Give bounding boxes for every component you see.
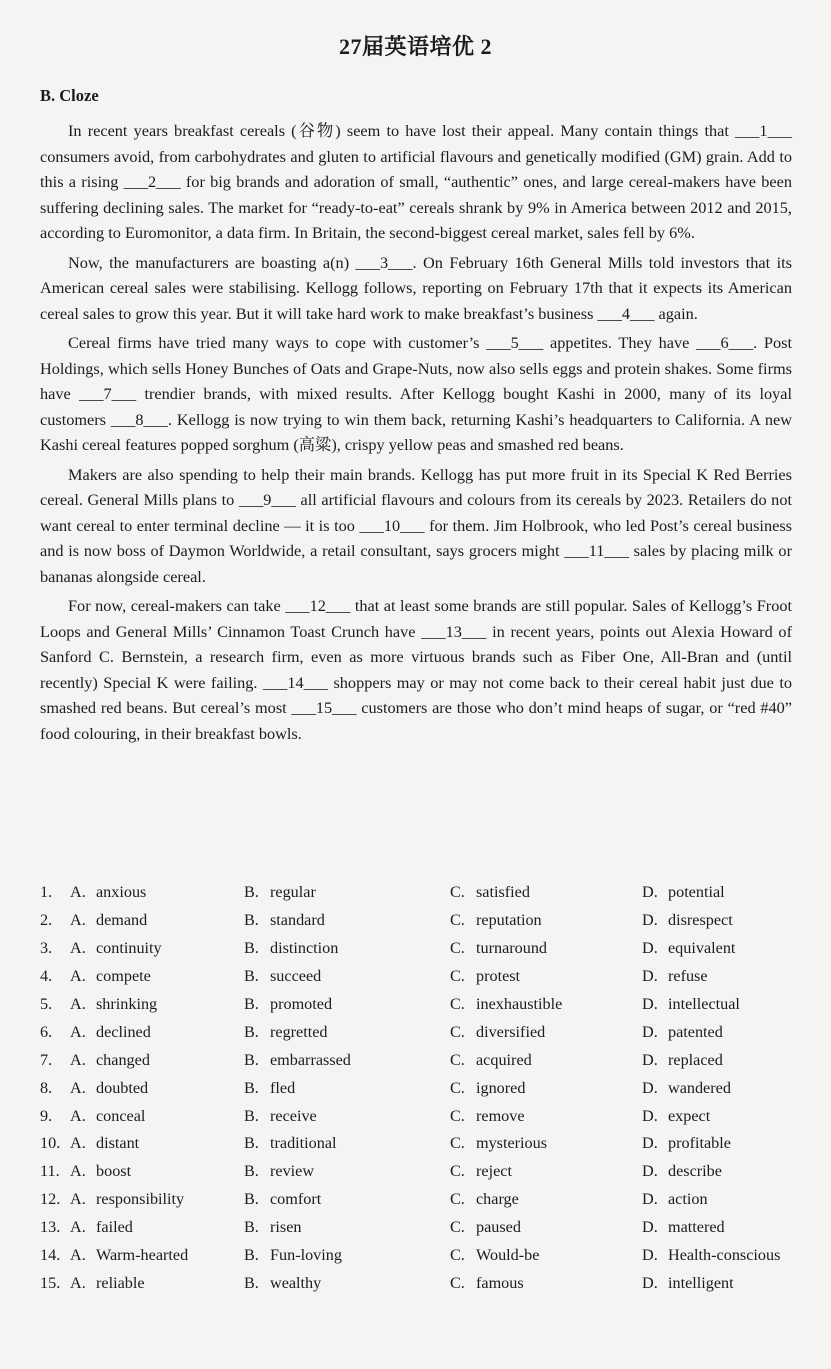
- choice-text: refuse: [668, 967, 708, 986]
- choice-text: traditional: [270, 1134, 337, 1153]
- choice-d: [642, 995, 810, 1014]
- choice-letter: A.: [70, 1273, 86, 1292]
- question-number: 4.: [40, 967, 53, 986]
- choice-c: [450, 1051, 642, 1070]
- choice-letter: C.: [450, 1190, 465, 1209]
- choice-b: [244, 1274, 450, 1293]
- choice-letter: A.: [70, 1246, 86, 1265]
- choice-letter: B.: [244, 911, 259, 930]
- choice-letter: C.: [450, 1106, 465, 1125]
- choice-c: [450, 967, 642, 986]
- choice-d: [642, 1134, 810, 1153]
- choice-letter: D.: [642, 911, 658, 930]
- choice-b: [244, 911, 450, 930]
- choice-letter: D.: [642, 1022, 658, 1041]
- page-title: 27届英语培优 2: [338, 34, 492, 59]
- choice-letter: A.: [70, 995, 86, 1013]
- choice-text: protest: [476, 967, 521, 986]
- choice-text: diversified: [476, 1022, 546, 1041]
- choice-a: [70, 1079, 244, 1098]
- choice-text: standard: [270, 911, 325, 930]
- choice-letter: C.: [450, 1078, 465, 1097]
- paragraph: In recent years breakfast cereals (谷物) seem to have lost their appeal. Many contain things that ___1___ consumers avoid, from carbohydrates and gluten to artificial flavours and genetically modified (GM) grain. Add to this a rising ___2___ for big brands and adoration of small, “authentic” ones, and large cereal-makers have been suffering declining sales. The market for “ready-to-eat” cereals shrank by 9% in America between 2012 and 2015, according to Euromonitor, a data firm. In Britain, the second-biggest cereal market, sales fell by 6%.: [40, 121, 792, 242]
- choice-text: action: [668, 1190, 708, 1209]
- choice-c: [450, 1023, 642, 1042]
- choice-letter: B.: [244, 995, 259, 1013]
- choice-letter: C.: [450, 911, 465, 930]
- choice-text: Fun-loving: [270, 1246, 342, 1265]
- choice-text: conceal: [96, 1106, 146, 1125]
- choice-b: [244, 1218, 450, 1237]
- choice-c: [450, 995, 642, 1014]
- choice-text: distant: [96, 1134, 140, 1153]
- choice-c: [450, 1274, 642, 1293]
- choice-b: [244, 995, 450, 1014]
- choice-letter: B.: [244, 1190, 259, 1209]
- choice-d: [642, 1246, 810, 1265]
- choice-text: continuity: [96, 939, 162, 958]
- option-row: [40, 935, 810, 963]
- choice-letter: B.: [244, 1162, 259, 1181]
- choice-a: [70, 1051, 244, 1070]
- choice-letter: B.: [244, 1106, 259, 1125]
- choice-text: reputation: [476, 911, 542, 930]
- choice-a: [70, 1107, 244, 1126]
- choice-a: [70, 939, 244, 958]
- choice-text: regular: [270, 883, 316, 902]
- choice-letter: D.: [642, 1162, 658, 1181]
- option-row: [40, 1186, 810, 1214]
- choice-text: distinction: [270, 939, 339, 958]
- choice-text: potential: [668, 883, 725, 902]
- choice-text: describe: [668, 1162, 722, 1181]
- choice-letter: B.: [244, 1246, 259, 1265]
- choice-text: anxious: [96, 883, 147, 902]
- choice-d: [642, 1051, 810, 1070]
- choice-c: [450, 939, 642, 958]
- question-number: 11.: [40, 1162, 60, 1181]
- choice-letter: A.: [70, 1106, 86, 1125]
- choice-letter: C.: [450, 939, 465, 958]
- choice-letter: C.: [450, 995, 465, 1013]
- choice-a: [70, 967, 244, 986]
- choice-letter: C.: [450, 1218, 465, 1237]
- choice-letter: C.: [450, 1273, 465, 1292]
- choice-d: [642, 1218, 810, 1237]
- choice-b: [244, 1107, 450, 1126]
- choice-letter: A.: [70, 1162, 86, 1181]
- choice-text: intelligent: [668, 1273, 734, 1292]
- question-number: 13.: [40, 1218, 61, 1237]
- choice-text: fled: [270, 1078, 296, 1097]
- choice-letter: B.: [244, 1134, 259, 1153]
- choice-d: [642, 1023, 810, 1042]
- choice-text: compete: [96, 967, 151, 986]
- choice-text: patented: [668, 1022, 723, 1041]
- choice-text: Health-conscious: [668, 1246, 781, 1265]
- choice-text: mysterious: [476, 1134, 548, 1153]
- choice-a: [70, 1162, 244, 1181]
- choice-text: acquired: [476, 1050, 532, 1069]
- choice-text: regretted: [270, 1022, 328, 1041]
- question-number: 9.: [40, 1106, 53, 1125]
- choice-a: [70, 995, 244, 1014]
- choice-letter: B.: [244, 967, 259, 986]
- choice-text: risen: [270, 1218, 302, 1237]
- choice-c: [450, 1162, 642, 1181]
- choice-b: [244, 883, 450, 902]
- choice-letter: A.: [70, 1078, 86, 1097]
- choice-letter: B.: [244, 1218, 259, 1237]
- choice-text: intellectual: [668, 995, 740, 1013]
- choice-text: paused: [476, 1218, 521, 1237]
- option-row: [40, 907, 810, 935]
- choice-b: [244, 967, 450, 986]
- choice-text: boost: [96, 1162, 132, 1181]
- choice-a: [70, 1274, 244, 1293]
- choice-text: turnaround: [476, 939, 548, 958]
- choice-text: disrespect: [668, 911, 733, 930]
- choice-d: [642, 911, 810, 930]
- choice-letter: C.: [450, 883, 465, 902]
- choice-c: [450, 911, 642, 930]
- choice-text: charge: [476, 1190, 519, 1209]
- choice-d: [642, 1107, 810, 1126]
- section-heading: B. Cloze: [40, 86, 99, 105]
- choice-b: [244, 1079, 450, 1098]
- choice-letter: C.: [450, 1162, 465, 1181]
- choice-text: reliable: [96, 1273, 145, 1292]
- choice-a: [70, 1134, 244, 1153]
- choice-a: [70, 911, 244, 930]
- choice-letter: C.: [450, 967, 465, 986]
- choice-letter: D.: [642, 995, 658, 1013]
- question-number: 15.: [40, 1273, 61, 1292]
- choice-text: famous: [476, 1273, 524, 1292]
- choice-text: doubted: [96, 1078, 149, 1097]
- choice-letter: D.: [642, 1273, 658, 1292]
- question-number: 3.: [40, 939, 53, 958]
- question-number: 5.: [40, 995, 53, 1013]
- paragraph: Makers are also spending to help their main brands. Kellogg has put more fruit in its Special K Red Berries cereal. General Mills plans to ___9___ all artificial flavours and colours from its cereals by 2023. Retailers do not want cereal to enter terminal decline — it is too ___10___ for them. Jim Holbrook, who led Post’s cereal business and is now boss of Daymon Worldwide, a retail consultant, says grocers might ___11___ sales by placing milk or bananas alongside cereal.: [40, 464, 792, 586]
- choice-letter: B.: [244, 939, 259, 958]
- option-row: [40, 1102, 810, 1130]
- paragraph: Now, the manufacturers are boasting a(n) ___3___. On February 16th General Mills told investors that its American cereal sales were stabilising. Kellogg follows, reporting on February 17th that it expects its American cereal sales to grow this year. But it will take hard work to make breakfast’s business ___4___ again.: [40, 252, 792, 323]
- choice-text: promoted: [270, 995, 333, 1013]
- option-row: [40, 1214, 810, 1242]
- question-number: 10.: [40, 1134, 61, 1153]
- choice-letter: A.: [70, 1050, 86, 1069]
- choice-c: [450, 1107, 642, 1126]
- choice-letter: B.: [244, 1022, 259, 1041]
- cloze-passage: [40, 118, 792, 750]
- choice-text: wealthy: [270, 1273, 322, 1292]
- choice-text: demand: [96, 911, 148, 930]
- choice-letter: A.: [70, 883, 86, 902]
- choice-text: satisfied: [476, 883, 530, 902]
- choice-d: [642, 883, 810, 902]
- question-number: 12.: [40, 1190, 61, 1209]
- choice-a: [70, 1246, 244, 1265]
- question-number: 2.: [40, 911, 53, 930]
- choice-text: succeed: [270, 967, 322, 986]
- choice-text: Would-be: [476, 1246, 540, 1265]
- choice-c: [450, 1218, 642, 1237]
- option-row: [40, 1242, 810, 1270]
- choice-letter: D.: [642, 1078, 658, 1097]
- choice-text: shrinking: [96, 995, 158, 1013]
- choice-text: embarrassed: [270, 1050, 351, 1069]
- choice-text: ignored: [476, 1078, 526, 1097]
- choice-letter: A.: [70, 1134, 86, 1153]
- answer-options: [40, 879, 810, 1297]
- choice-letter: C.: [450, 1246, 465, 1265]
- choice-letter: B.: [244, 883, 259, 902]
- question-number: 8.: [40, 1078, 53, 1097]
- choice-a: [70, 1023, 244, 1042]
- choice-a: [70, 883, 244, 902]
- option-row: [40, 1158, 810, 1186]
- choice-c: [450, 883, 642, 902]
- choice-letter: B.: [244, 1050, 259, 1069]
- choice-d: [642, 1274, 810, 1293]
- choice-d: [642, 1079, 810, 1098]
- choice-b: [244, 939, 450, 958]
- choice-c: [450, 1246, 642, 1265]
- choice-letter: A.: [70, 1190, 86, 1209]
- choice-letter: A.: [70, 1218, 86, 1237]
- option-row: [40, 1018, 810, 1046]
- choice-letter: B.: [244, 1273, 259, 1292]
- choice-text: profitable: [668, 1134, 731, 1153]
- choice-text: reject: [476, 1162, 512, 1181]
- choice-text: inexhaustible: [476, 995, 563, 1013]
- choice-letter: D.: [642, 1246, 658, 1265]
- option-row: [40, 963, 810, 991]
- choice-letter: D.: [642, 1050, 658, 1069]
- choice-text: failed: [96, 1218, 133, 1237]
- choice-letter: B.: [244, 1078, 259, 1097]
- choice-b: [244, 1190, 450, 1209]
- question-number: 7.: [40, 1050, 53, 1069]
- choice-letter: D.: [642, 1134, 658, 1153]
- option-row: [40, 1269, 810, 1297]
- choice-letter: A.: [70, 1022, 86, 1041]
- choice-text: equivalent: [668, 939, 736, 958]
- choice-b: [244, 1051, 450, 1070]
- choice-letter: D.: [642, 1190, 658, 1209]
- choice-text: comfort: [270, 1190, 322, 1209]
- choice-b: [244, 1246, 450, 1265]
- choice-b: [244, 1023, 450, 1042]
- choice-c: [450, 1190, 642, 1209]
- option-row: [40, 991, 810, 1019]
- choice-d: [642, 967, 810, 986]
- choice-letter: D.: [642, 1218, 658, 1237]
- choice-c: [450, 1134, 642, 1153]
- choice-b: [244, 1162, 450, 1181]
- question-number: 6.: [40, 1022, 53, 1041]
- choice-letter: A.: [70, 939, 86, 958]
- choice-text: remove: [476, 1106, 525, 1125]
- choice-text: wandered: [668, 1078, 731, 1097]
- choice-text: responsibility: [96, 1190, 185, 1209]
- choice-letter: A.: [70, 967, 86, 986]
- choice-d: [642, 1162, 810, 1181]
- option-row: [40, 1046, 810, 1074]
- choice-a: [70, 1218, 244, 1237]
- choice-text: receive: [270, 1106, 317, 1125]
- choice-b: [244, 1134, 450, 1153]
- choice-text: expect: [668, 1106, 711, 1125]
- option-row: [40, 1130, 810, 1158]
- option-row: [40, 1074, 810, 1102]
- choice-c: [450, 1079, 642, 1098]
- choice-letter: D.: [642, 883, 658, 902]
- option-row: [40, 879, 810, 907]
- choice-letter: A.: [70, 911, 86, 930]
- choice-text: mattered: [668, 1218, 725, 1237]
- paragraph: Cereal firms have tried many ways to cope with customer’s ___5___ appetites. They have ___6___. Post Holdings, which sells Honey Bunches of Oats and Grape-Nuts, now also sells eggs and protein shakes. Some firms have ___7___ trendier brands, with mixed results. After Kellogg bought Kashi in 2000, many of its loyal customers ___8___. Kellogg is now trying to win them back, returning Kashi’s headquarters to California. A new Kashi cereal features popped sorghum (高粱), crispy yellow peas and smashed red beans.: [40, 333, 792, 454]
- choice-text: declined: [96, 1022, 151, 1041]
- choice-letter: C.: [450, 1022, 465, 1041]
- choice-letter: D.: [642, 1106, 658, 1125]
- choice-letter: C.: [450, 1050, 465, 1069]
- paragraph: For now, cereal-makers can take ___12___ that at least some brands are still popular. Sales of Kellogg’s Froot Loops and General Mills’ Cinnamon Toast Crunch have ___13___ in recent years, points out Alexia Howard of Sanford C. Bernstein, a research firm, even as more virtuous brands such as Fiber One, All-Bran and (until recently) Special K were failing. ___14___ shoppers may or may not come back to their cereal habit just due to smashed red beans. But cereal’s most ___15___ customers are those who don’t mind heaps of sugar, or “red #40” food colouring, in their breakfast bowls.: [40, 596, 792, 743]
- choice-d: [642, 1190, 810, 1209]
- choice-letter: C.: [450, 1134, 465, 1153]
- choice-letter: D.: [642, 967, 658, 986]
- choice-text: changed: [96, 1050, 150, 1069]
- question-number: 14.: [40, 1246, 61, 1265]
- choice-text: review: [270, 1162, 315, 1181]
- choice-a: [70, 1190, 244, 1209]
- choice-d: [642, 939, 810, 958]
- question-number: 1.: [40, 883, 53, 902]
- choice-letter: D.: [642, 939, 658, 958]
- choice-text: replaced: [668, 1050, 723, 1069]
- choice-text: Warm-hearted: [96, 1246, 189, 1265]
